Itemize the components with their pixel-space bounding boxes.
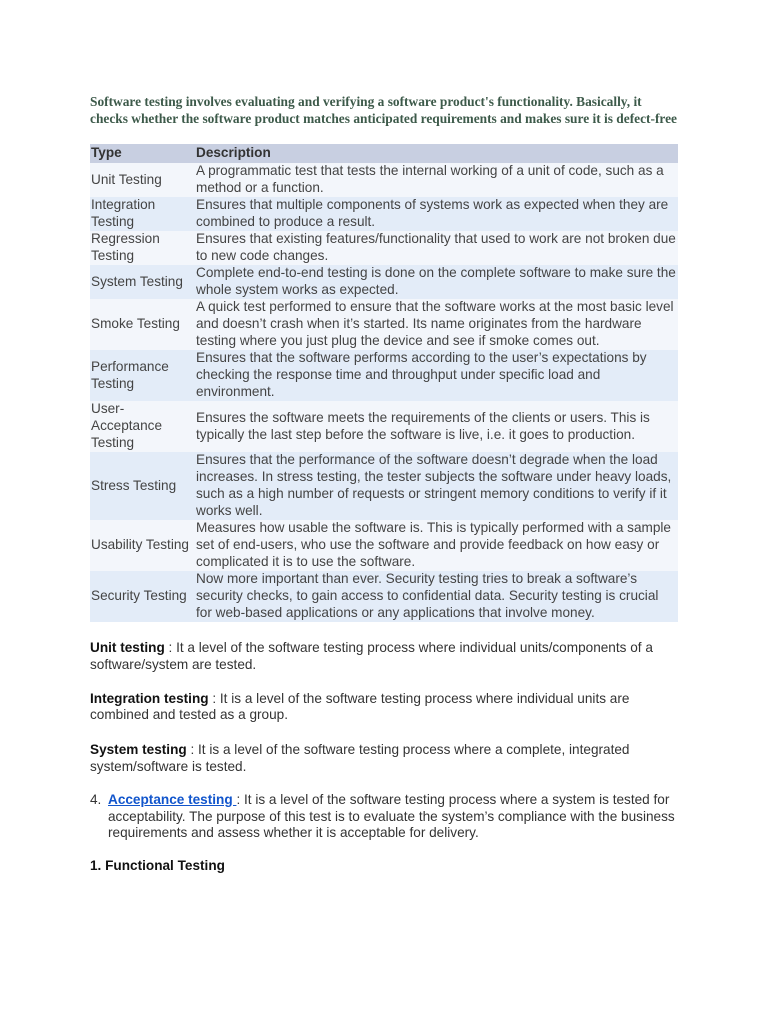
type-cell: Unit Testing <box>90 163 195 197</box>
header-description: Description <box>195 144 678 163</box>
unit-testing-term: Unit testing <box>90 640 165 655</box>
description-cell: Now more important than ever. Security testing tries to break a software’s security checks, to gain access to confidential data. Security testing is crucial for web-based applications or any applications that involve money. <box>195 571 678 622</box>
list-number: 4. <box>90 791 102 807</box>
acceptance-testing-link[interactable]: Acceptance testing <box>108 791 237 807</box>
table-row <box>90 231 678 265</box>
integration-testing-term: Integration testing <box>90 690 209 706</box>
type-cell: Regression Testing <box>90 231 195 265</box>
table-row <box>90 520 678 571</box>
table-row <box>90 401 678 452</box>
header-type: Type <box>90 144 195 163</box>
intro-paragraph: Software testing involves evaluating and verifying a software product's functionality. Basically, it checks whether the software product matches anticipated requirements and makes sure it is defect-free <box>90 94 678 126</box>
type-cell: Integration Testing <box>90 197 195 231</box>
unit-testing-text: : It a level of the software testing process where individual units/components of a software/system are tested. <box>90 640 653 672</box>
system-testing-definition <box>90 742 678 776</box>
table-row <box>90 265 678 299</box>
functional-testing-heading: 1. Functional Testing <box>90 858 225 874</box>
document-page <box>90 93 678 873</box>
table-row <box>90 197 678 231</box>
table-row <box>90 163 678 197</box>
table-row <box>90 350 678 401</box>
acceptance-testing-definition <box>90 792 678 842</box>
system-testing-text: : It is a level of the software testing process where a complete, integrated system/software is tested. <box>90 742 630 774</box>
table-row <box>90 299 678 350</box>
table-header-row <box>90 144 678 163</box>
description-cell: Ensures that existing features/functionality that used to work are not broken due to new code changes. <box>195 231 678 265</box>
description-cell: Ensures that the performance of the software doesn’t degrade when the load increases. In stress testing, the tester subjects the software under heavy loads, such as a high number of requests or stringent memory conditions to verify if it works well. <box>195 452 678 520</box>
description-cell: Ensures the software meets the requirements of the clients or users. This is typically the last step before the software is live, i.e. it goes to production. <box>195 401 678 452</box>
description-cell: Ensures that multiple components of systems work as expected when they are combined to produce a result. <box>195 197 678 231</box>
type-cell: User-Acceptance Testing <box>90 401 195 452</box>
type-cell: Usability Testing <box>90 520 195 571</box>
unit-testing-definition <box>90 640 678 674</box>
description-cell: A programmatic test that tests the internal working of a unit of code, such as a method or a function. <box>195 163 678 197</box>
type-cell: Security Testing <box>90 571 195 622</box>
testing-types-table <box>90 144 678 622</box>
type-cell: Performance Testing <box>90 350 195 401</box>
type-cell: System Testing <box>90 265 195 299</box>
acceptance-testing-text: : It is a level of the software testing process where a system is tested for acceptability. The purpose of this test is to evaluate the system’s compliance with the business requirements and assess whether it is acceptable for delivery. <box>108 791 675 841</box>
integration-testing-text: : It is a level of the software testing process where individual units are combined and tested as a group. <box>90 690 630 723</box>
acceptance-testing-body <box>108 792 678 842</box>
type-cell: Stress Testing <box>90 452 195 520</box>
description-cell: Measures how usable the software is. This is typically performed with a sample set of end-users, who use the software and provide feedback on how easy or complicated it is to use the software. <box>195 520 678 571</box>
system-testing-term: System testing <box>90 742 187 758</box>
integration-testing-definition <box>90 691 678 725</box>
table-row <box>90 571 678 622</box>
table-row <box>90 452 678 520</box>
description-cell: Ensures that the software performs according to the user’s expectations by checking the response time and throughput under specific load and environment. <box>195 350 678 401</box>
description-cell: A quick test performed to ensure that the software works at the most basic level and doesn’t crash when it’s started. Its name originates from the hardware testing where you just plug the device and see if smoke comes out. <box>195 299 678 350</box>
type-cell: Smoke Testing <box>90 299 195 350</box>
description-cell: Complete end-to-end testing is done on the complete software to make sure the whole system works as expected. <box>195 265 678 299</box>
